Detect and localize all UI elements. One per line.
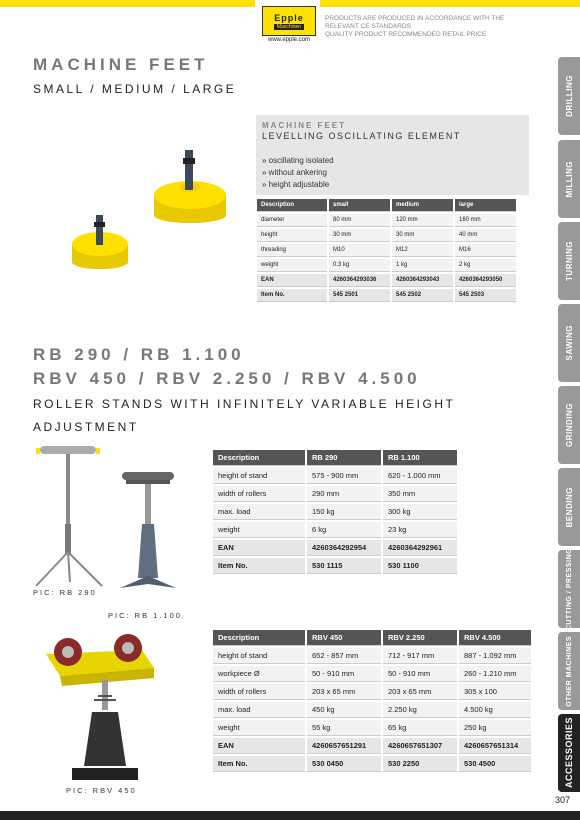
ce-notice	[325, 15, 525, 39]
rb-290-image	[30, 440, 110, 588]
roller-title-2: RBV 450 / RBV 2.250 / RBV 4.500	[33, 369, 421, 388]
tab-grinding[interactable]	[558, 386, 580, 464]
tab-turning[interactable]	[558, 222, 580, 300]
cell: 4260657651314	[459, 738, 531, 754]
table-row	[213, 756, 531, 772]
table-row	[213, 486, 457, 502]
table-row	[213, 738, 531, 754]
header-cell: large	[455, 199, 516, 212]
table-row	[257, 259, 516, 272]
table-row	[213, 504, 457, 520]
brand-logo	[262, 6, 316, 46]
tab-label: CUTTING / PRESSING	[565, 547, 573, 631]
cell: 545 2502	[392, 289, 453, 302]
cell: 530 1115	[307, 558, 381, 574]
cell: 300 kg	[383, 504, 457, 520]
cell: width of rollers	[213, 684, 305, 700]
feature-item: » without ankering	[262, 168, 327, 177]
cell: 530 4500	[459, 756, 531, 772]
cell: 350 mm	[383, 486, 457, 502]
table-row	[213, 684, 531, 700]
cell: weight	[213, 720, 305, 736]
table-row	[213, 468, 457, 484]
tab-label: ACCESSORIES	[564, 717, 574, 789]
cell: 1 kg	[392, 259, 453, 272]
caption-rbv-450: PIC: RBV 450	[66, 786, 137, 795]
header-cell: RB 290	[307, 450, 381, 466]
table-row	[257, 214, 516, 227]
cell: 4.500 kg	[459, 702, 531, 718]
cell: 80 mm	[329, 214, 390, 227]
cell: 4260657651291	[307, 738, 381, 754]
rbv-450-image	[42, 628, 162, 786]
tab-label: TURNING	[564, 241, 574, 281]
cell: 40 mm	[455, 229, 516, 242]
cell: 652 - 857 mm	[307, 648, 381, 664]
tab-label: OTHER MACHINES	[565, 635, 573, 707]
roller-subtitle-2: ADJUSTMENT	[33, 420, 139, 434]
cell: 55 kg	[307, 720, 381, 736]
cell: width of rollers	[213, 486, 305, 502]
tab-label: DRILLING	[564, 75, 574, 117]
tab-sawing[interactable]	[558, 304, 580, 382]
notice-line: PRODUCTS ARE PRODUCED IN ACCORDANCE WITH THE	[325, 15, 505, 22]
cell: 530 2250	[383, 756, 457, 772]
cell: height	[257, 229, 327, 242]
cell: 545 2501	[329, 289, 390, 302]
cell: 4260364292961	[383, 540, 457, 556]
table-row	[213, 666, 531, 682]
cell: workpiece Ø	[213, 666, 305, 682]
cell: 4260364292954	[307, 540, 381, 556]
feature-item: » height adjustable	[262, 180, 330, 189]
table-header-row	[213, 630, 531, 646]
tab-drilling[interactable]	[558, 57, 580, 135]
rbv-spec-table	[211, 628, 533, 774]
machine-feet-image	[70, 140, 250, 290]
cell: weight	[213, 522, 305, 538]
tab-label: SAWING	[564, 325, 574, 361]
caption-rb-290: PIC: RB 290	[33, 588, 97, 597]
cell: 887 - 1.092 mm	[459, 648, 531, 664]
cell: EAN	[257, 274, 327, 287]
table-row	[213, 720, 531, 736]
cell: M16	[455, 244, 516, 257]
header-cell: Description	[213, 630, 305, 646]
tab-label: BENDING	[564, 486, 574, 528]
cell: 30 mm	[329, 229, 390, 242]
bottom-bar	[0, 811, 580, 820]
header-cell: small	[329, 199, 390, 212]
cell: 530 0450	[307, 756, 381, 772]
cell: EAN	[213, 738, 305, 754]
machine-feet-panel	[256, 115, 529, 195]
tab-label: GRINDING	[564, 403, 574, 447]
cell: EAN	[213, 540, 305, 556]
cell: height of stand	[213, 468, 305, 484]
cell: max. load	[213, 702, 305, 718]
cell: Item No.	[257, 289, 327, 302]
header-cell: RBV 4.500	[459, 630, 531, 646]
cell: 150 kg	[307, 504, 381, 520]
rb-spec-table	[211, 448, 459, 576]
cell: Item No.	[213, 756, 305, 772]
cell: 50 - 910 mm	[383, 666, 457, 682]
cell: max. load	[213, 504, 305, 520]
cell: 305 x 100	[459, 684, 531, 700]
tab-accessories[interactable]	[558, 714, 580, 792]
cell: 545 2503	[455, 289, 516, 302]
cell: weight	[257, 259, 327, 272]
cell: 0,3 kg	[329, 259, 390, 272]
notice-line: RELEVANT CE STANDARDS	[325, 23, 411, 30]
feature-list	[262, 155, 334, 191]
cell: 530 1100	[383, 558, 457, 574]
cell: threading	[257, 244, 327, 257]
cell: M10	[329, 244, 390, 257]
panel-title: MACHINE FEET	[262, 121, 346, 130]
tab-bending[interactable]	[558, 468, 580, 546]
logo-url: www.epple.com	[267, 37, 311, 43]
cell: 203 x 65 mm	[383, 684, 457, 700]
tab-cutting-pressing[interactable]	[558, 547, 580, 631]
cell: 6 kg	[307, 522, 381, 538]
page-number: 307	[554, 795, 570, 805]
cell: 290 mm	[307, 486, 381, 502]
table-row	[257, 229, 516, 242]
header-cell: RB 1.100	[383, 450, 457, 466]
cell: 712 - 917 mm	[383, 648, 457, 664]
header-cell: medium	[392, 199, 453, 212]
cell: 160 mm	[455, 214, 516, 227]
cell: 4260364293050	[455, 274, 516, 287]
cell: 50 - 910 mm	[307, 666, 381, 682]
cell: 120 mm	[392, 214, 453, 227]
tab-label: MILLING	[564, 160, 574, 198]
cell: 260 - 1.210 mm	[459, 666, 531, 682]
header-cell: Description	[257, 199, 327, 212]
logo-sub: Maschinen	[274, 24, 304, 30]
table-row	[213, 522, 457, 538]
top-yellow-bar-right	[320, 0, 580, 7]
cell: 2 kg	[455, 259, 516, 272]
cell: 23 kg	[383, 522, 457, 538]
cell: 250 kg	[459, 720, 531, 736]
cell: 4260657651307	[383, 738, 457, 754]
cell: 2.250 kg	[383, 702, 457, 718]
table-row	[213, 540, 457, 556]
table-row	[257, 274, 516, 287]
cell: diameter	[257, 214, 327, 227]
cell: 203 x 65 mm	[307, 684, 381, 700]
cell: height of stand	[213, 648, 305, 664]
panel-subtitle: LEVELLING OSCILLATING ELEMENT	[262, 131, 461, 141]
header-cell: RBV 450	[307, 630, 381, 646]
roller-title-1: RB 290 / RB 1.100	[33, 345, 245, 364]
table-row	[257, 289, 516, 302]
cell: 620 - 1.000 mm	[383, 468, 457, 484]
machine-feet-subtitle: SMALL / MEDIUM / LARGE	[33, 82, 237, 96]
cell: M12	[392, 244, 453, 257]
cell: 65 kg	[383, 720, 457, 736]
table-row	[213, 702, 531, 718]
cell: 4260364293036	[329, 274, 390, 287]
rb-1100-image	[112, 466, 182, 596]
table-header-row	[257, 199, 516, 212]
cell: 450 kg	[307, 702, 381, 718]
tab-other-machines[interactable]	[558, 632, 580, 710]
logo-name: Epple	[274, 12, 304, 23]
table-row	[257, 244, 516, 257]
feature-item: » oscillating isolated	[262, 156, 334, 165]
header-cell: Description	[213, 450, 305, 466]
cell: 4260364293043	[392, 274, 453, 287]
notice-line: QUALITY PRODUCT RECOMMENDED RETAIL PRICE	[325, 31, 487, 38]
caption-rb-1100: PIC: RB 1.100	[108, 611, 182, 620]
machine-feet-spec-table	[255, 197, 518, 304]
cell: 575 - 900 mm	[307, 468, 381, 484]
header-cell: RBV 2.250	[383, 630, 457, 646]
roller-subtitle-1: ROLLER STANDS WITH INFINITELY VARIABLE HEIGHT	[33, 397, 456, 411]
machine-feet-title: MACHINE FEET	[33, 55, 209, 74]
tab-milling[interactable]	[558, 140, 580, 218]
top-yellow-bar-left	[0, 0, 255, 7]
cell: Item No.	[213, 558, 305, 574]
cell: 30 mm	[392, 229, 453, 242]
table-header-row	[213, 450, 457, 466]
table-row	[213, 558, 457, 574]
table-row	[213, 648, 531, 664]
